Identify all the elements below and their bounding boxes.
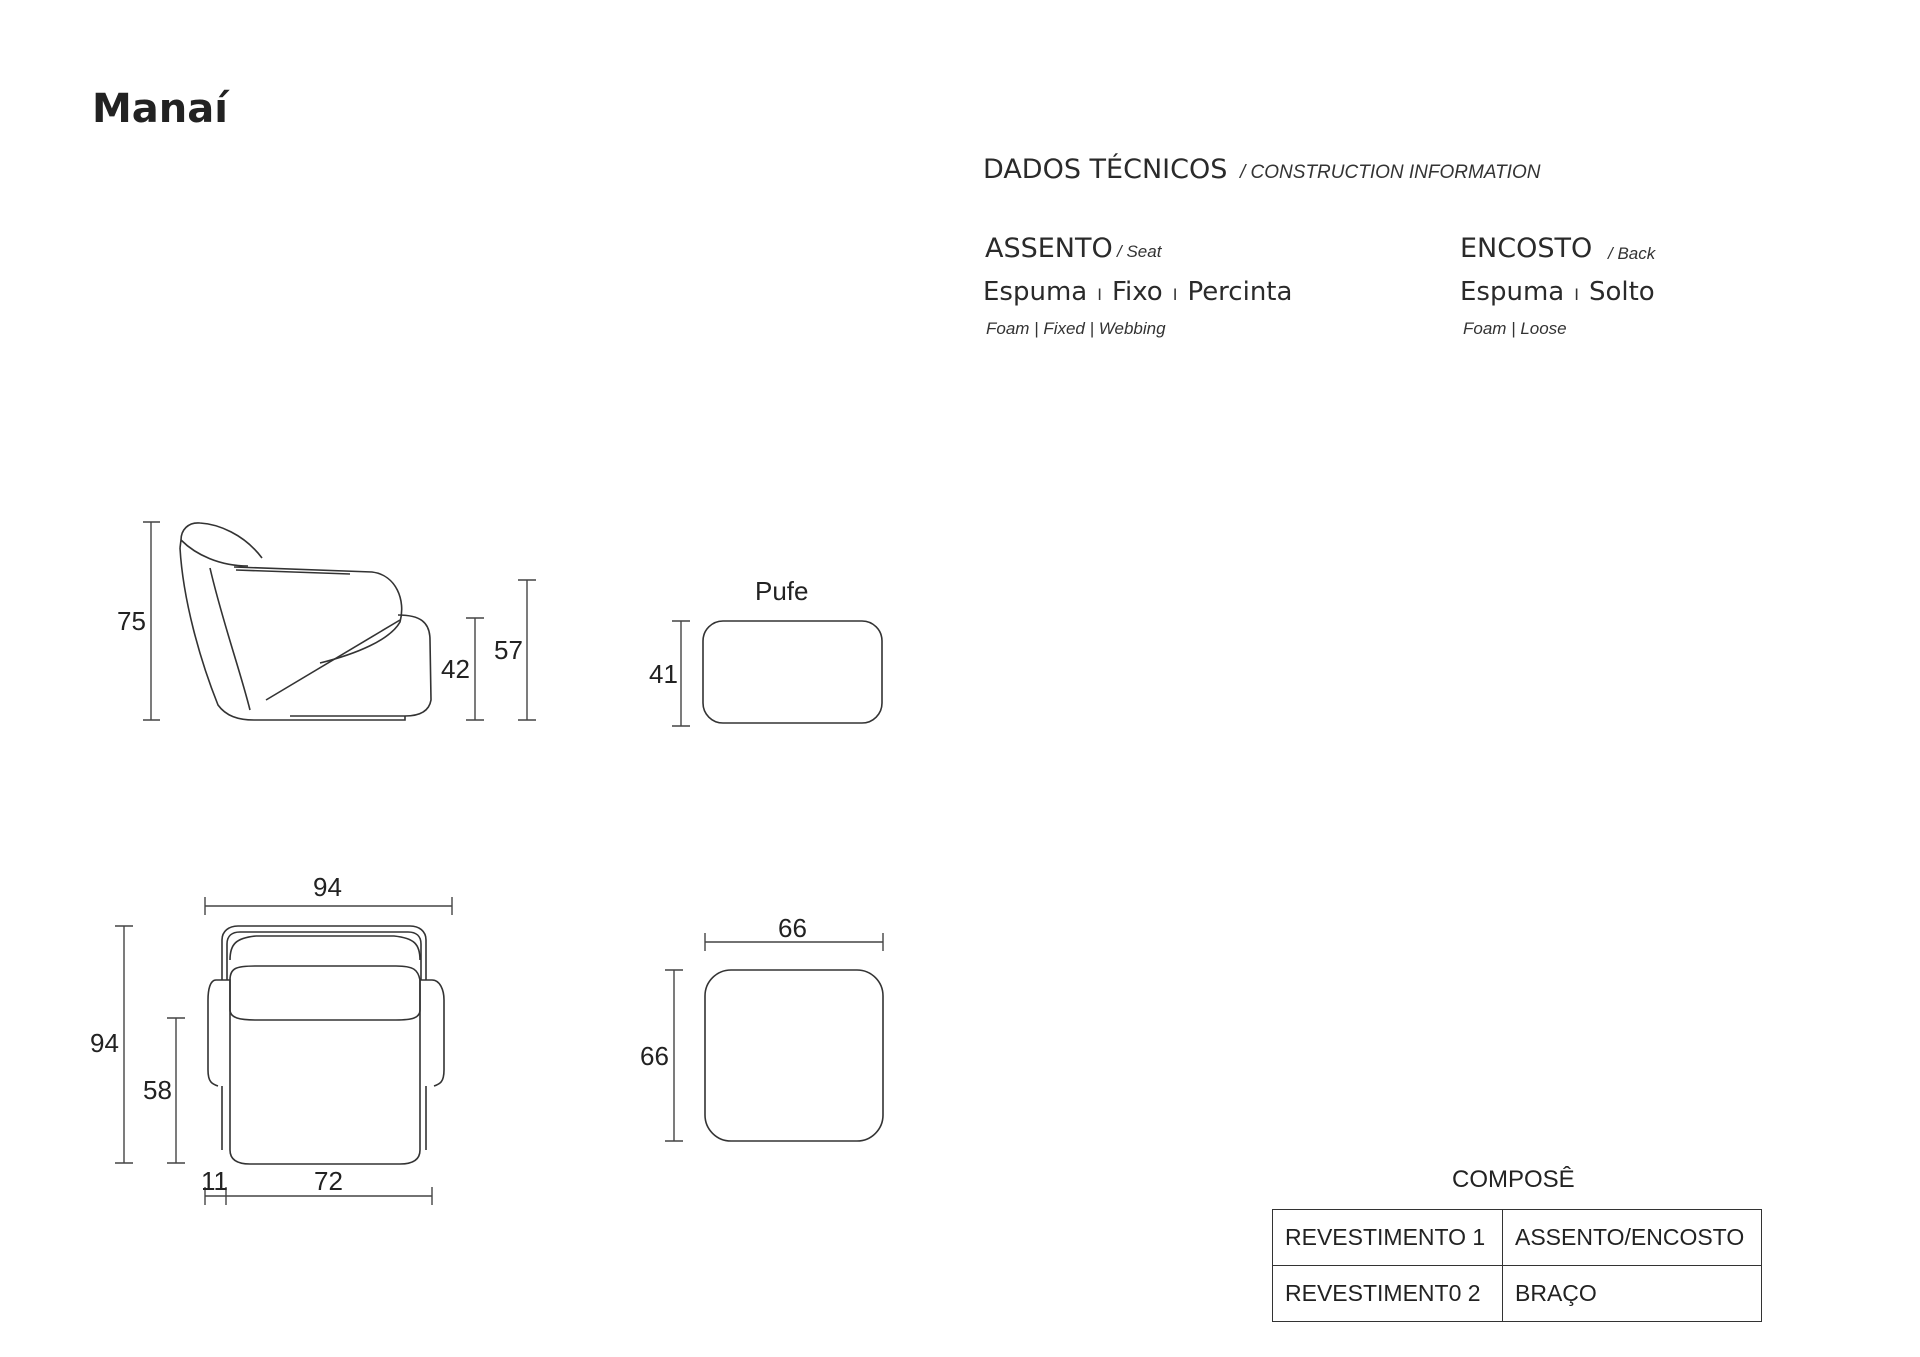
pouf-top-view	[705, 970, 883, 1141]
table-row	[1273, 1210, 1762, 1266]
composition-part-1: ASSENTO/ENCOSTO	[1503, 1210, 1762, 1266]
back-label-en: / Back	[1608, 244, 1656, 263]
value-separator: I	[1172, 285, 1178, 304]
seat-value-foam: Espuma	[983, 277, 1088, 307]
back-value-foam: Espuma	[1460, 277, 1565, 307]
side-dim-57: 57	[494, 635, 523, 665]
side-dim-75: 75	[117, 606, 146, 636]
product-title: Manaí	[92, 86, 228, 132]
composition-title: COMPOSÊ	[1452, 1166, 1575, 1193]
pouf-dim-66-depth: 66	[640, 1041, 669, 1071]
seat-value-fixed: Fixo	[1111, 277, 1163, 307]
seat-value-webbing: Percinta	[1187, 277, 1293, 307]
seat-label: ASSENTO	[985, 233, 1113, 264]
back-label: ENCOSTO	[1460, 233, 1593, 264]
top-dim-58: 58	[143, 1075, 172, 1105]
pouf-label: Pufe	[755, 576, 809, 606]
armchair-top-view	[208, 926, 444, 1164]
composition-cover-2: REVESTIMENT0 2	[1273, 1266, 1503, 1322]
armchair-side-view	[180, 523, 431, 720]
back-value-loose: Solto	[1588, 277, 1655, 307]
pouf-dim-41: 41	[649, 659, 678, 689]
top-dim-11: 11	[201, 1166, 228, 1196]
back-values-en: Foam | Loose	[1463, 319, 1567, 338]
top-dim-72: 72	[314, 1166, 343, 1196]
side-dim-42: 42	[441, 654, 470, 684]
value-separator: I	[1574, 285, 1579, 304]
top-dim-94-depth: 94	[90, 1028, 119, 1058]
top-dim-94-width: 94	[313, 872, 342, 902]
tech-heading: DADOS TÉCNICOS	[983, 154, 1228, 185]
composition-cover-1: REVESTIMENTO 1	[1273, 1210, 1503, 1266]
value-separator: I	[1097, 285, 1102, 304]
pouf-dim-66-width: 66	[778, 913, 807, 943]
seat-label-en: / Seat	[1117, 242, 1162, 261]
table-row	[1273, 1266, 1762, 1322]
seat-values-en: Foam | Fixed | Webbing	[986, 319, 1166, 338]
tech-heading-en: / CONSTRUCTION INFORMATION	[1240, 162, 1541, 183]
pouf-side-view	[703, 621, 882, 723]
composition-part-2: BRAÇO	[1503, 1266, 1762, 1322]
composition-table	[1272, 1209, 1762, 1322]
